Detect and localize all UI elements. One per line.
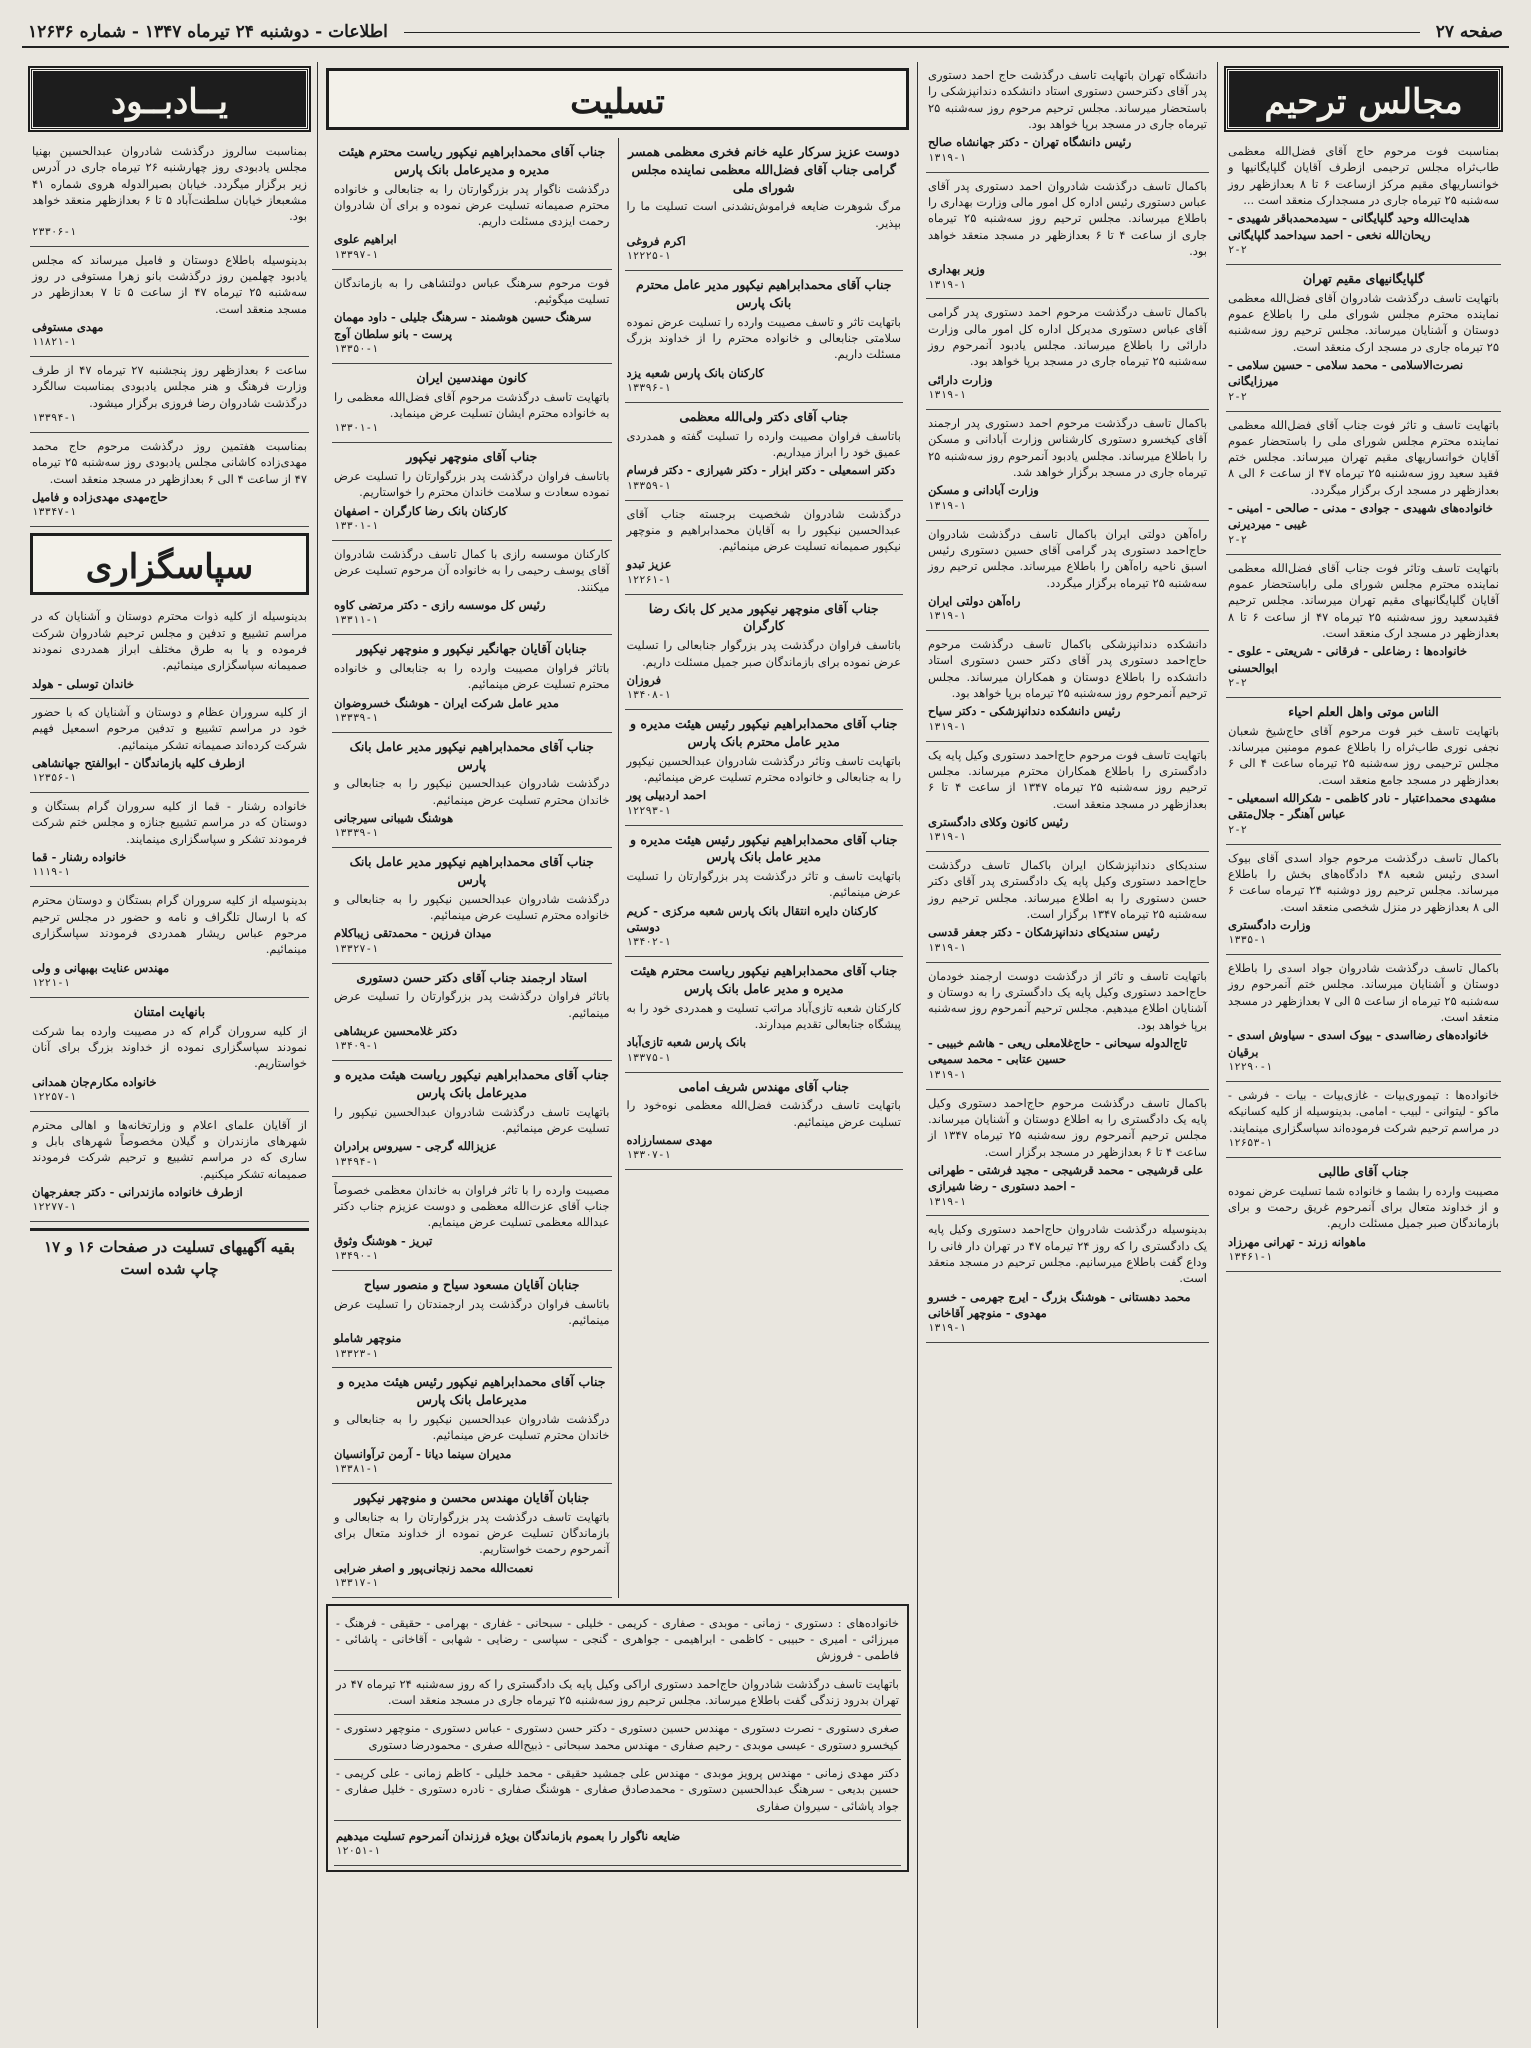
notice-body: باتهایت تاسف درگذشت شادروان آقای فضل‌الله معظمی نماینده محترم مجلس شورای ملی را باطلاع عموم دوستان و آشنایان میرساند. مجلس ترحیم روز سه‌شنبه ۲۵ تیرماه جاری در مسجد ارک منعقد است. <box>1228 290 1499 354</box>
notice-code: ۱۲۲۶۱-۱ <box>626 573 671 586</box>
notice-title: استاد ارجمند جناب آقای دکتر حسن دستوری <box>356 969 588 985</box>
notice-body: باکمال تاسف درگذشت مرحوم احمد دستوری پدر گرامی آقای عباس دستوری مدیرکل اداره کل امور مالی وزارت دارائی را باطلاع میرساند. مجلس یادبود آنمرحوم روز سه‌شنبه ۲۵ تیرماه جاری در مسجد برپا خواهد بود. <box>928 305 1207 369</box>
notice-body: باکمال تاسف درگذشت شادروان احمد دستوری پدر آقای عباس دستوری رئیس اداره کل امور مالی وزارت بهداری را باطلاع میرساند. مجلس ترحیم روز سه‌شنبه ۲۵ تیرماه جاری از ساعت ۴ تا ۶ بعدازظهر در مسجد منعقد خواهد بود. <box>928 178 1207 258</box>
notice-body: باتهایت تاثر و تاسف مصیبت وارده را تسلیت عرض نموده سلامتی جنابعالی و خانواده محترم را از خداوند بزرگ مسئلت داریم. <box>626 314 901 362</box>
notice-body: باتاثر فراوان مصیبت وارده را به جنابعالی و خانواده محترم تسلیت عرض مینمائیم. <box>334 660 610 692</box>
notice-code: ۱۳۳۲۷-۱ <box>334 942 379 955</box>
notice-body: درگذشت شادروان عبدالحسین نیکپور را به جنابعالی و خاندان محترم تسلیت عرض مینمائیم. <box>334 776 610 807</box>
notice-body: سندیکای دندانپزشکان ایران باکمال تاسف درگذشت حاج‌احمد دستوری وکیل پایه یک دادگستری پدر آقای دکتر حسن دستوری را به اطلاع میرساند. مجلس ترحیم روز سه‌شنبه ۲۵ تیرماه ۱۳۴۷ برگزار است. <box>928 858 1207 922</box>
notice <box>625 1073 904 1171</box>
notice-body: بدینوسیله از کلیه سروران گرام بستگان و دوستان محترم که با ارسال تلگراف و نامه و حضور در مجلس ترحیم مرحوم عباس ریشار همدردی فرمودند سپاسگزاری مینمائیم. <box>32 893 307 957</box>
notice-signature: حاج‌مهدی مهدی‌زاده و فامیل <box>32 489 168 504</box>
notice <box>332 1271 612 1369</box>
notice <box>30 793 309 887</box>
masthead <box>22 18 1509 48</box>
notice-code: ۱۳۱۹-۱ <box>928 499 966 512</box>
notice-code: ۱۲۳۵۶-۱ <box>32 772 77 785</box>
notice-signature: ابراهیم علوی <box>334 232 397 247</box>
notice-signature: ازطرف خانواده مازندرانی - دکتر جعفرجهان <box>32 1185 243 1200</box>
notice <box>1226 1158 1501 1272</box>
notice-title: جناب آقای محمدابراهیم نیکپور مدیر عامل بانک پارس <box>349 738 594 772</box>
notice-signature: خانواده‌های رضااسدی - بیوک اسدی - سیاوش اسدی - برقیان <box>1228 1028 1489 1059</box>
families-paragraph: خانواده‌های : دستوری - زمانی - موبدی - صفاری - کریمی - خلیلی - سبحانی - غفاری - بهرامی - حقیقی - فرهنگ - میرزائی - امیری - حبیبی - کاظمی - ابراهیمی - جواهری - گنجی - سپاسی - رضایی - شهابی - آقاخانی - پاشائی - فاطمی - فروزش <box>334 1610 901 1671</box>
notices-list <box>926 62 1209 1343</box>
notice-signature: خانواده مکارم‌جان همدانی <box>32 1074 157 1089</box>
notice <box>332 270 612 364</box>
notice-body: باتهایت تاسف خبر فوت مرحوم آقای حاج‌شیخ شعبان نجفی نوری طاب‌ثراه را باطلاع عموم مومنین میرساند. مجلس ترحیمی روز سه‌شنبه ۲۵ تیرماه ساعت ۴ الی ۶ بعدازظهر در مسجد جامع منعقد است. <box>1228 723 1499 787</box>
notice <box>30 887 309 998</box>
notice <box>332 848 612 963</box>
notice-body: باتهایت تاسف درگذشت شادروان عبدالحسین نیکپور را تسلیت عرض مینمائیم. <box>334 1104 610 1135</box>
notice-signature: احمد اردبیلی پور <box>626 788 707 803</box>
notice-code: ۱۲۲۷۷-۱ <box>32 1201 77 1214</box>
notice-body: راه‌آهن دولتی ایران باکمال تاسف درگذشت شادروان حاج‌احمد دستوری پدر گرامی آقای حسین دستوری رئیس اسبق ناحیه راه‌آهن را باطلاع میرساند. مجلس ترحیم روز سه‌شنبه ۲۵ تیرماه برگزار میگردد. <box>928 526 1207 590</box>
notice-body: باتاسف فراوان درگذشت پدر بزرگوارتان را تسلیت عرض نموده سعادت و سلامت خاندان محترم را خواستاریم. <box>334 469 610 500</box>
families-sig: ضایعه ناگوار را بعموم بازماندگان بویژه فرزندان آنمرحوم تسلیت میدهیم <box>336 1829 681 1844</box>
notice-signature: دکتر غلامحسین عربشاهی <box>334 1023 458 1038</box>
families-box <box>326 1604 909 1873</box>
notice-body: باتهایت تاسف و تاثر درگذشت پدر بزرگوارتان را تسلیت عرض مینمائیم. <box>626 869 901 900</box>
notice-signature: منوچهر شاملو <box>334 1331 402 1346</box>
notice-code: ۱۳۳۳۹-۱ <box>334 827 379 840</box>
notice <box>926 631 1209 742</box>
notice-code: ۱۲۲۹۳-۱ <box>626 804 671 817</box>
notice <box>332 1368 612 1483</box>
notice-body: درگذشت شادروان شخصیت برجسته جناب آقای عبدالحسین نیکپور را به آقایان محمدابراهیم و منوچهر نیکپور صمیمانه تسلیت عرض مینمائیم. <box>626 506 901 554</box>
notice <box>30 433 309 527</box>
majalis-banner: مجالس ترحیم <box>1226 68 1501 130</box>
notice-signature: راه‌آهن دولتی ایران <box>928 593 1021 608</box>
notice-body: باتهایت تاسف درگذشت مرحوم آقای فضل‌الله معظمی را به خانواده محترم ایشان تسلیت عرض مینماید. <box>334 389 610 421</box>
notice-title: الناس موتی واهل العلم احیاء <box>1288 703 1439 719</box>
notice-body: از آقایان علمای اعلام و وزارتخانه‌ها و اهالی محترم شهرهای مازندران و گیلان مخصوصاً شهرهای بابل و ساری که در مراسم تشییع و ترحیم شرکت فرمودند صمیمانه تشکر میکنیم. <box>32 1117 307 1181</box>
notice <box>30 1112 309 1223</box>
notice <box>926 410 1209 521</box>
notice <box>625 595 904 710</box>
notice-signature: خاندان توسلی - هولد <box>32 676 134 691</box>
notice-body: از کلیه سروران عظام و دوستان و آشنایان که با حضور خود در مراسم تشییع و تدفین مرحوم اسمعیل فهیم شرکت کرده‌اند صمیمانه تشکر مینمائیم. <box>32 704 307 752</box>
notice <box>1226 955 1501 1082</box>
notice-body: مصیبت وارده را با تاثر فراوان به خاندان معظمی خصوصاً جناب آقای عزت‌الله معظمی و دوست عزیزم جناب دکتر عبدالله معظمی تسلیت عرض مینمایم. <box>334 1182 610 1230</box>
notice-signature: علی قرشیجی - محمد قرشیجی - مجید فرشتی - طهرانی - احمد دستوری - رضا شیرازی <box>928 1162 1204 1194</box>
notice-title: جناب آقای طالبی <box>1318 1163 1409 1179</box>
notice-signature: مشهدی محمداعتبار - نادر کاظمی - شکرالله اسمعیلی - عباس آهنگر - جلال‌متقی <box>1228 790 1497 822</box>
notice-title: جناب آقای محمدابراهیم نیکپور رئیس هیئت مدیره و مدیرعامل بانک پارس <box>338 1374 606 1408</box>
notice-signature: مهندس عنایت بهبهانی و ولی <box>32 960 170 975</box>
notice-code: ۱۲۲۹۰-۱ <box>1228 1061 1273 1074</box>
notice-title: جناب آقای محمدابراهیم نیکپور مدیر عامل بانک پارس <box>349 854 594 887</box>
column-notices <box>917 62 1217 2028</box>
notice-code: ۱۳۴۰۲-۱ <box>626 936 671 949</box>
notice-signature: مدیران سینما دیانا - آرمن ترآوانسیان <box>334 1446 512 1461</box>
notice <box>332 541 612 635</box>
notice-code: ۲-۲ <box>1228 677 1247 689</box>
notice-signature: کارکنان بانک پارس شعبه یزد <box>626 365 764 380</box>
notice-body: درگذشت شادروان عبدالحسین نیکپور را به جنابعالی و خانواده محترم تسلیت عرض مینمائیم. <box>334 891 610 922</box>
notice-code: ۱۲۶۵۳-۱ <box>1228 1136 1273 1149</box>
notice-signature: کارکنان دایره انتقال بانک پارس شعبه مرکزی - کریم دوستی <box>626 903 878 934</box>
notice <box>30 138 309 247</box>
families-paragraph: باتهایت تاسف درگذشت شادروان حاج‌احمد دستوری اراکی وکیل پایه یک دادگستری را که روز سه‌شنبه ۲۴ تیرماه ۴۷ در تهران بدرود زندگی گفت باطلاع میرساند. مجلس ترحیم روز سه‌شنبه ۲۵ تیرماه جاری در مسجد منعقد است. <box>334 1671 901 1716</box>
notice-body: بدینوسیله درگذشت شادروان حاج‌احمد دستوری وکیل پایه یک دادگستری را که روز ۲۴ تیرماه ۴۷ در تهران دار فانی را وداع گفت باطلاع میرسانیم. مجلس ترحیم در مسجد منعقد است. <box>928 1222 1207 1286</box>
notice-code: ۲۳۳۰۶-۱ <box>32 225 77 238</box>
notice-title: جناب آقای محمدابراهیم نیکپور ریاست محترم هیئت مدیره و مدیرعامل بانک پارس <box>338 144 606 177</box>
tasliyat-grid <box>326 138 909 1598</box>
notice-code: ۱۳۱۹-۱ <box>928 1322 966 1335</box>
notice-code: ۲-۲ <box>1228 243 1247 256</box>
notice <box>625 138 904 271</box>
notice-body: باتاسف فراوان درگذشت پدر ارجمندتان را تسلیت عرض مینمائیم. <box>334 1296 610 1327</box>
notice-title: جناب آقای منوچهر نیکپور <box>406 449 538 465</box>
notice <box>926 299 1209 410</box>
notice-signature: عزیزالله گرجی - سیروس برادران <box>334 1139 497 1154</box>
footer-note: بقیه آگهیهای تسلیت در صفحات ۱۶ و ۱۷ چاپ شده است <box>30 1228 309 1280</box>
notice-body: باکمال تاسف درگذشت مرحوم جواد اسدی آقای بیوک اسدی رئیس شعبه ۴۸ دادگاه‌های بخش را باطلاع میرساند. مجلس ترحیم روز دوشنبه ۲۴ تیرماه ساعت ۶ الی ۸ بعدازظهر در منزل شخصی منعقد است. <box>1228 850 1499 914</box>
notice-signature: فروزان <box>626 672 662 687</box>
notice <box>926 173 1209 300</box>
notice-code: ۱۲۲۱-۱ <box>32 976 70 989</box>
notice-signature: مدیر عامل شرکت ایران - هوشنگ خسروضوان <box>334 695 559 710</box>
notice-code: ۱۳۳۷۵-۱ <box>626 1051 671 1064</box>
notice-body: باتاسف فراوان درگذشت پدر بزرگوار جنابعالی را تسلیت عرض نموده برای بازماندگان صبر جمیل مسئلت داریم. <box>626 638 901 669</box>
sepas-list <box>30 603 309 1222</box>
notice-body: درگذشت شادروان عبدالحسین نیکپور را به جنابعالی و خاندان محترم تسلیت عرض مینمائیم. <box>334 1411 610 1443</box>
notice <box>30 603 309 699</box>
notice-signature: کارکنان بانک رضا کارگران - اصفهان <box>334 503 508 518</box>
notice-code: ۱۳۳۹۴-۱ <box>32 412 77 425</box>
notice-code: ۱۳۳۰۷-۱ <box>626 1149 671 1162</box>
notice <box>625 271 904 403</box>
notice <box>625 501 904 595</box>
notice-code: ۱۳۳۰۱-۱ <box>334 519 379 532</box>
notice-signature: وزارت دادگستری <box>1228 917 1311 932</box>
notice-signature: نصرت‌الاسلامی - محمد سلامی - حسین سلامی - میرزایگانی <box>1228 357 1464 389</box>
notice-body: بدینوسیله باطلاع دوستان و فامیل میرساند که مجلس یادبود چهلمین روز درگذشت بانو زهرا مستوفی در روز سه‌شنبه ۲۵ تیرماه ۴۷ از ساعت ۵ تا ۷ بعدازظهر در مسجد منعقد است. <box>32 252 307 316</box>
tasliyat-list-b <box>326 138 618 1598</box>
notice-body: باتهایت تاسف درگذشت پدر بزرگوارتان را به جنابعالی و بازماندگان تسلیت عرض نموده از خداوند متعال برای آنمرحوم رحمت خواستاریم. <box>334 1509 610 1557</box>
notice <box>332 1484 612 1598</box>
notice-title: بانهایت امتنان <box>133 1003 206 1019</box>
notice <box>926 963 1209 1090</box>
notice-code: ۲-۲ <box>1228 533 1247 546</box>
notice-code: ۱۳۴۰۸-۱ <box>626 689 671 702</box>
notice-signature: میدان فرزین - محمدتقی زیباکلام <box>334 926 492 941</box>
notice <box>926 521 1209 632</box>
notice-code: ۱۳۳۱۷-۱ <box>334 1576 379 1589</box>
notice-code: ۱۳۳۸۱-۱ <box>334 1462 379 1475</box>
notice <box>625 710 904 825</box>
notice-title: جناب آقای محمدابراهیم نیکپور ریاست هیئت مدیره و مدیرعامل بانک پارس <box>334 1067 609 1100</box>
notice <box>332 364 612 443</box>
families-paragraph: صغری دستوری - نصرت دستوری - مهندس حسین دستوری - دکتر حسن دستوری - عباس دستوری - منوچهر دستوری - کیخسرو دستوری - عیسی موبدی - رحیم صفاری - مهندس محمد سبحانی - ذبیح‌الله صفری - محمودرضا دستوری <box>334 1715 901 1760</box>
notice-signature: رئیس سندیکای دندانپزشکان - دکتر جعفر قدسی <box>928 925 1160 940</box>
notice-body: باکمال تاسف درگذشت مرحوم حاج‌احمد دستوری وکیل پایه یک دادگستری را به اطلاع دوستان و آشنایان میرساند. مجلس ترحیم آنمرحوم روز سه‌شنبه ۲۵ تیرماه ۱۳۴۷ از ساعت ۴ تا ۶ بعدازظهر در مسجد برگزار است. <box>928 1095 1207 1159</box>
notice <box>1226 845 1501 956</box>
notice-code: ۱۳۱۹-۱ <box>928 720 966 733</box>
column-yadbud <box>22 62 317 2028</box>
notice-body: دانشگاه تهران باتهایت تاسف درگذشت حاج احمد دستوری پدر آقای دکترحسن دستوری استاد دانشکده دندانپزشکی را باستحضار میرساند. مجلس ترحیم مرحوم روز سه‌شنبه ۲۵ تیرماه جاری در مسجد برپا خواهد بود. <box>928 68 1207 131</box>
notice-body: باتهایت تاسف و تاثر از درگذشت دوست ارجمند خودمان حاج‌احمد دستوری وکیل پایه یک دادگستری را به دوستان و آشنایان اطلاع میدهیم. مجلس ترحیم آنمرحوم روز سه‌شنبه برپا خواهد بود. <box>928 968 1207 1032</box>
notice-body: خانواده‌ها : تیموری‌بیات - غازی‌بیات - بیات - فرشی - ماکو - لیتوانی - لبیب - امامی. بدینوسیله از کلیه کسانیکه در مراسم ترحیم شرکت فرموده‌اند سپاسگزاری مینمایند. <box>1228 1087 1499 1135</box>
notice-signature: خانواده‌ها : رضاعلی - فرقانی - شریعتی - علوی - ابوالحسنی <box>1228 644 1468 675</box>
notice <box>926 742 1209 853</box>
notice <box>926 1216 1209 1343</box>
notice-body: باتهایت تاسف درگذشت فضل‌الله معظمی نوه‌خود را تسلیت عرض مینمائیم. <box>626 1098 901 1129</box>
yadbud-banner: یــادبــود <box>30 68 309 130</box>
notice-signature: خانواده‌های شهیدی - جوادی - مدنی - صالحی - امینی - غیبی - میردیرنی <box>1228 501 1494 532</box>
notice-title: جنابان آقایان مسعود سیاح و منصور سیاح <box>363 1276 580 1292</box>
columns <box>22 62 1509 2028</box>
notice-body: باتهایت تاسف وتاثر درگذشت شادروان عبدالحسین نیکپور را به جنابعالی و خانواده محترم تسلیت عرض مینمائیم. <box>626 753 901 784</box>
notice-title: جنابان آقایان مهندس محسن و منوچهر نیکپور <box>354 1489 590 1505</box>
families-paragraph: دکتر مهدی زمانی - مهندس پرویز موبدی - مهندس علی جمشید حقیقی - محمد خلیلی - کاظم زمانی - علی کریمی - حسین بدیعی - سرهنگ عبدالحسین دستوری - محمدصادق صفاری - هوشنگ صفاری - نادره دستوری - خلیل صفاری - جواد پاشائی - سیروان صفاری <box>334 1760 901 1821</box>
notice-title: جناب آقای مهندس شریف امامی <box>678 1078 849 1094</box>
notice-code: ۱۳۳۵-۱ <box>1228 934 1266 947</box>
notice-signature: وزارت دارائی <box>928 372 993 387</box>
notice-signature: تاج‌الدوله سیحانی - حاج‌غلامعلی ریعی - هاشم خبیبی - حسین عتابی - محمد سمیعی <box>928 1036 1188 1067</box>
page-number: صفحه ۲۷ <box>1435 22 1503 42</box>
yadbud-list <box>30 138 309 527</box>
notice-body: کارکنان موسسه رازی با کمال تاسف درگذشت شادروان آقای یوسف رحیمی را به خانواده آن مرحوم تسلیت عرض میکنند. <box>334 546 610 594</box>
notice-signature: خانواده رشنار - قما <box>32 850 127 865</box>
notice-code: ۱۳۱۹-۱ <box>928 1195 966 1208</box>
masthead-rule <box>404 32 1420 33</box>
notice-signature: رئیس دانشکده دندانپزشکی - دکتر سیاح <box>928 704 1121 719</box>
tasliyat-list-a <box>618 138 910 1598</box>
notice-title: جناب آقای محمدابراهیم نیکپور رئیس هیئت مدیره و مدیر عامل بانک پارس <box>630 831 898 865</box>
notice-body: باتاثر فراوان درگذشت پدر بزرگوارتان را تسلیت عرض مینمائیم. <box>334 989 610 1020</box>
notice-body: باتهایت تاسف وتاثر فوت جناب آقای فضل‌الله معظمی نماینده محترم مجلس شورای ملی راباستحضار عموم آقایان گلپایگانیهای مقیم تهران میرساند. مجلس ترحیم فقیدسعید روز سه‌شنبه ۲۵ تیرماه ۴۷ از ساعت ۶ تا ۸ بعدازظهر در مسجد ارک منعقد است. <box>1228 560 1499 641</box>
notice <box>1226 555 1501 698</box>
notice-code: ۱۲۲۵۷-۱ <box>32 1090 77 1103</box>
notice <box>926 1090 1209 1217</box>
notice-body: بمناسبت فوت مرحوم حاج آقای فضل‌الله معظمی طاب‌ثراه مجلس ترحیمی ازطرف آقایان گلپایگانیها و خوانساریهای مقیم مرکز ازساعت ۶ تا ۸ بعدازظهر روز سه‌شنبه ۲۵ تیرماه جاری در مسجدارک منعقد است ... <box>1228 144 1499 207</box>
notice-body: باتهایت تاسف فوت مرحوم حاج‌احمد دستوری وکیل پایه یک دادگستری را باطلاع همکاران محترم میرساند. مجلس ترحیم روز سه‌شنبه ۲۵ تیرماه ۱۳۴۷ از ساعت ۴ تا ۶ بعدازظهر در مسجد منعقد است. <box>928 747 1207 811</box>
notice <box>926 62 1209 173</box>
notice-code: ۱۲۲۲۵-۱ <box>626 250 671 263</box>
notice-body: باتاسف فراوان مصیبت وارده را تسلیت گفته و همدردی عمیق خود را ابراز میداریم. <box>626 428 901 459</box>
notice <box>625 403 904 501</box>
notice <box>1226 412 1501 555</box>
notice <box>1226 1082 1501 1158</box>
notice-title: کانون مهندسین ایران <box>416 369 528 385</box>
notice-title: جنابان آقایان جهانگیر نیکپور و منوچهر نیکپور <box>356 641 587 657</box>
notice-title: جناب آقای دکتر ولی‌الله معظمی <box>679 408 849 424</box>
notice-body: باتهایت تاسف و تاثر فوت جناب آقای فضل‌الله معظمی نماینده محترم مجلس شورای ملی را باستحضار عموم آقایان خوانساریهای مقیم تهران میرساند. مجلس ختم فقید سعید روز سه‌شنبه ۲۵ تیرماه ۴۷ از ساعت ۶ الی ۸ بعدازظهر در مسجد ارک برگزار میگردد. <box>1228 417 1499 497</box>
notice-signature: ماهوانه زرند - تهرانی مهرزاد <box>1228 1234 1366 1249</box>
notice-body: باکمال تاسف درگذشت مرحوم احمد دستوری پدر ارجمند آقای کیخسرو دستوری کارشناس وزارت آبادانی و مسکن را باطلاع میرساند. مجلس یادبود آنمرحوم روز سه‌شنبه ۲۵ تیرماه جاری در مسجد برگزار خواهد شد. <box>928 415 1207 479</box>
notice-code: ۱۳۴۹۴-۱ <box>334 1155 379 1168</box>
notice-signature: عزیز تبدو <box>626 557 672 572</box>
notice-code: ۱۳۱۹-۱ <box>928 831 966 844</box>
notice-body: مرگ شوهرت ضایعه فراموش‌نشدنی است تسلیت ما را بپذیر. <box>626 199 901 230</box>
column-tasliyat <box>317 62 917 2028</box>
notice-code: ۱۳۳۹۶-۱ <box>626 381 671 394</box>
sepas-banner: سپاسگزاری <box>30 533 309 595</box>
notice-signature: وزارت آبادانی و مسکن <box>928 483 1039 498</box>
tasliyat-banner: تسلیت <box>326 68 909 130</box>
notice <box>332 138 612 270</box>
majalis-list <box>1226 138 1501 1272</box>
notice-code: ۱۳۳۱۱-۱ <box>334 614 379 627</box>
notice-code: ۱۳۱۹-۱ <box>928 389 966 402</box>
notice <box>30 357 309 433</box>
notice-code: ۱۱۸۲۱-۱ <box>32 336 77 349</box>
notice-code: ۱۳۳۵۰-۱ <box>334 343 379 356</box>
notice-body: فوت مرحوم سرهنگ عباس دولتشاهی را به بازماندگان تسلیت میگوئیم. <box>334 275 610 307</box>
notice-body: بمناسبت سالروز درگذشت شادروان عبدالحسین بهنیا مجلس یادبودی روز چهارشنبه ۲۶ تیرماه جاری در آدرس زیر برگزار میگردد. خیابان بصیرالدوله هروی شماره ۴۱ مشعبعاز خیابان سلطنت‌آباد ۵ تا ۶ بعدازظهر منعقد خواهد بود. <box>32 144 308 224</box>
notice-code: ۱۳۳۰۱-۱ <box>334 422 379 435</box>
notice-body: ساعت ۶ بعدازظهر روز پنجشنبه ۲۷ تیرماه ۴۷ از طرف وزارت فرهنگ و هنر مجلس یادبودی بمناسبت سالگرد درگذشت شادروان رضا فروزی برگزار میشود. <box>32 363 307 410</box>
notice-signature: مهدی مستوفی <box>32 319 104 334</box>
notice-code: ۱۳۱۹-۱ <box>928 278 966 291</box>
notice-body: باکمال تاسف درگذشت شادروان جواد اسدی را باطلاع دوستان و آشنایان میرساند. مجلس ختم آنمرحوم روز سه‌شنبه ۲۵ تیرماه از ساعت ۵ الی ۷ بعدازظهر در مسجد منعقد است. <box>1228 961 1499 1025</box>
notice <box>30 247 309 358</box>
notice <box>332 635 612 733</box>
notice <box>332 1061 612 1176</box>
notice <box>30 699 309 793</box>
notice-signature: رئیس دانشگاه تهران - دکتر جهانشاه صالح <box>928 135 1132 150</box>
notice-code: ۱۳۱۹-۱ <box>928 610 966 623</box>
notice-code: ۲-۲ <box>1228 823 1247 836</box>
notice-title: گلپایگانیهای مقیم تهران <box>1302 270 1425 286</box>
notice-code: ۱۳۴۹۰-۱ <box>334 1249 379 1262</box>
notice-code: ۱۳۱۹-۱ <box>928 1068 966 1081</box>
notice-signature: محمد دهستانی - هوشنگ بزرگ - ایرج جهرمی - خسرو مهدوی - منوچهر آقاخانی <box>928 1289 1191 1321</box>
notice-body: بمناسبت هفتمین روز درگذشت مرحوم حاج محمد مهدی‌زاده کاشانی مجلس یادبودی روز سه‌شنبه ۲۵ تیرماه ۴۷ از ساعت ۴ الی ۶ بعدازظهر در مسجد منعقد است. <box>32 438 307 486</box>
issue-line: اطلاعات - دوشنبه ۲۴ تیرماه ۱۳۴۷ - شماره ۱۲۶۳۶ <box>28 22 388 42</box>
notice-signature: بانک پارس شعبه تازی‌آباد <box>626 1035 747 1050</box>
column-majalis <box>1217 62 1509 2028</box>
notice-signature: وزیر بهداری <box>928 262 985 277</box>
notice-title: جناب آقای محمدابراهیم نیکپور ریاست محترم هیئت مدیره و مدیر عامل بانک پارس <box>630 963 898 996</box>
notice-code: ۱۳۳۲۳-۱ <box>334 1347 379 1360</box>
notice-code: ۱۳۳۴۷-۱ <box>32 506 77 519</box>
notice-signature: هوشنگ شیبانی سیرجانی <box>334 810 454 825</box>
notice-title: جناب آقای منوچهر نیکپور مدیر کل بانک رضا کارگران <box>648 600 879 634</box>
notice-body: بدینوسیله از کلیه ذوات محترم دوستان و آشنایان که در مراسم تشییع و تدفین و مجلس ترحیم شادروان شرکت فرموده و یا به طرق مختلف ابراز همدردی نمودند صمیمانه سپاسگزاری مینمائیم. <box>32 609 307 673</box>
notice-code: ۱۳۱۹-۱ <box>928 151 966 164</box>
notice-code: ۱۳۳۵۹-۱ <box>626 479 671 492</box>
notice-signature: رئیس کل موسسه رازی - دکتر مرتضی کاوه <box>334 597 546 612</box>
notice-title: جناب آقای محمدابراهیم نیکپور مدیر عامل محترم بانک پارس <box>636 277 892 310</box>
notice-code: ۱۳۴۰۹-۱ <box>334 1040 379 1053</box>
notice-title: جناب آقای محمدابراهیم نیکپور رئیس هیئت مدیره و مدیر عامل محترم بانک پارس <box>630 716 898 749</box>
notice <box>1226 698 1501 845</box>
notice-signature: مهدی سمسارزاده <box>626 1133 713 1148</box>
notice-code: ۱۳۳۹۷-۱ <box>334 248 379 261</box>
notice-body: از کلیه سروران گرام که در مصیبت وارده بما شرکت نمودند سپاسگزاری نموده از خداوند بزرگ برای آنان خواستاریم. <box>32 1023 307 1071</box>
notice <box>332 733 612 848</box>
families-lines <box>334 1610 901 1821</box>
notice <box>1226 265 1501 412</box>
notice <box>332 443 612 541</box>
notice <box>30 998 309 1112</box>
notice <box>625 957 904 1072</box>
notice <box>926 852 1209 963</box>
notice-code: ۱۱۱۹-۱ <box>32 866 70 879</box>
notice-title: دوست عزیز سرکار علیه خانم فخری معظمی همسر گرامی جناب آقای فضل‌الله معظمی نماینده مجلس شورای ملی <box>628 144 900 195</box>
notice <box>332 964 612 1062</box>
newspaper-page <box>22 18 1509 2028</box>
notice <box>625 826 904 958</box>
notice-signature: رئیس کانون وکلای دادگستری <box>928 814 1069 829</box>
notice-signature: اکرم فروغی <box>626 233 686 248</box>
notice-signature: سرهنگ حسین هوشمند - سرهنگ جلیلی - داود مهمان پرست - بانو سلطان آوج <box>334 310 592 341</box>
notice-code: ۱۳۴۶۱-۱ <box>1228 1250 1273 1263</box>
notice <box>332 1177 612 1271</box>
notice-code: ۱۳۱۹-۱ <box>928 941 966 954</box>
families-code: ۱۲۰۵۱-۱ <box>336 1845 381 1858</box>
notice-body: درگذشت ناگوار پدر بزرگوارتان را به جنابعالی و خانواده محترم صمیمانه تسلیت عرض نموده و برای آن شادروان رحمت ایزدی مسئلت داریم. <box>334 181 610 229</box>
notice-code: ۲-۲ <box>1228 390 1247 403</box>
notice-body: کارکنان شعبه تازی‌آباد مراتب تسلیت و همدردی خود را به پیشگاه جنابعالی تقدیم میدارند. <box>626 1000 901 1032</box>
notice-signature: تبریز - هوشنگ وثوق <box>334 1233 433 1248</box>
notice-body: مصیبت وارده را بشما و خانواده شما تسلیت عرض نموده و از خداوند متعال برای آنمرحوم غریق رحمت و برای بازماندگان صبر جمیل مسئلت داریم. <box>1228 1183 1499 1231</box>
notice-signature: نعمت‌الله محمد زنجانی‌پور و اصغر ضرابی <box>334 1560 534 1575</box>
notice-signature: ازطرف کلیه بازماندگان - ابوالفتح جهانشاهی <box>32 755 245 770</box>
notice-code: ۱۳۳۳۹-۱ <box>334 711 379 724</box>
notice-body: دانشکده دندانپزشکی باکمال تاسف درگذشت مرحوم حاج‌احمد دستوری پدر آقای دکتر حسن دستوری استاد دانشکده را باطلاع دوستان و همکاران میرساند. مجلس ترحیم آنمرحوم روز سه‌شنبه ۲۵ تیرماه برپا خواهد بود. <box>928 637 1207 701</box>
notice-signature: هدایت‌الله وحید گلپایگانی - سیدمحمدباقر شهیدی - ریحان‌الله نخعی - احمد سیداحمد گلپایگانی <box>1228 211 1470 242</box>
notice-body: خانواده رشنار - قما از کلیه سروران گرام بستگان و دوستان که در مراسم تشییع جنازه و مجلس ختم شرکت فرمودند تشکر و سپاسگزاری مینمایند. <box>32 799 307 846</box>
notice-signature: دکتر اسمعیلی - دکتر ابزار - دکتر شیرازی - دکتر فرسام <box>626 463 896 478</box>
notice <box>1226 138 1501 265</box>
